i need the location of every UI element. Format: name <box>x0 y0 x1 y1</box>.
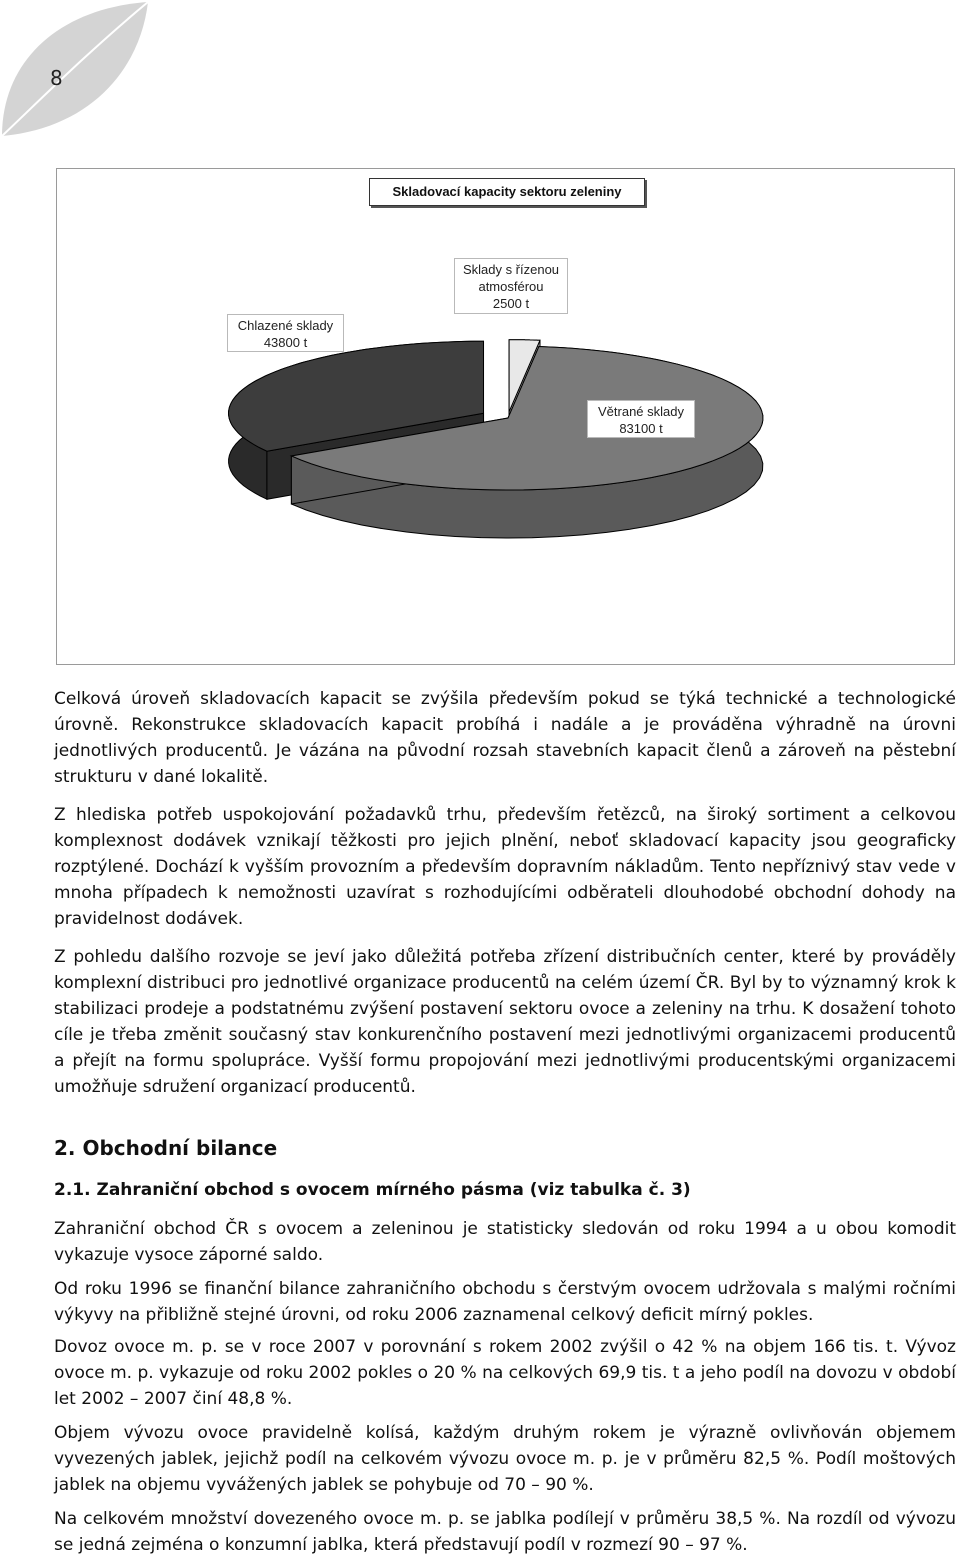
paragraph-text: Celková úroveň skladovacích kapacit se zvýšila především pokud se týká technické a technologické úrovně. Rekonstrukce skladovacích kapacit probíhá i nadále a je prováděna výhradně na úrovni jednotlivých producentů. Je vázána na původní rozsah stavebních kapacit členů a zároveň na pěstební strukturu v dané lokalitě. <box>54 689 956 787</box>
paragraph-text: Od roku 1996 se finanční bilance zahraničního obchodu s čerstvým ovocem udržovala s malými ročními výkyvy na přibližně stejné úrovni, od roku 2006 zaznamenal celkový deficit mírný pokles. <box>54 1279 956 1325</box>
slice-label-rizena <box>454 258 568 314</box>
paragraph-text: Dovoz ovoce m. p. se v roce 2007 v porovnání s rokem 2002 zvýšil o 42 % na objem 166 tis. t. Vývoz ovoce m. p. vykazuje od roku 2002 pokles o 20 % na celkových 69,9 tis. t a jeho podíl na dovozu v období let 2002 – 2007 činí 48,8 %. <box>54 1337 956 1409</box>
paragraph-text: Objem vývozu ovoce pravidelně kolísá, každým druhým rokem je výrazně ovlivňován objemem vyvezených jablek, jejichž podíl na celkovém vývozu ovoce m. p. je v průměru 82,5 %. Podíl moštových jablek na objemu vyvážených jablek se pohybuje od 70 – 90 %. <box>54 1423 956 1495</box>
slice-label-value: 83100 t <box>619 421 663 436</box>
paragraph-2 <box>54 802 956 932</box>
paragraph-1 <box>54 686 956 790</box>
slice-label-value: 2500 t <box>492 296 530 311</box>
slice-label-name: Větrané sklady <box>598 404 684 419</box>
pie-chart <box>56 168 953 663</box>
paragraph-8 <box>54 1506 956 1558</box>
slice-label-vetrane <box>587 400 695 438</box>
paragraph-text: Na celkovém množství dovezeného ovoce m. p. se jablka podílejí v průměru 38,5 %. Na rozdíl od vývozu se jedná zejména o konzumní jablka, která představují podíl v rozmezí 90 – 97 %. <box>54 1509 956 1555</box>
paragraph-4 <box>54 1216 956 1268</box>
paragraph-text: Z hlediska potřeb uspokojování požadavků trhu, především řetězců, na široký sortiment a celkovou komplexnost dodávek vznikají těžkosti pro jejich plnění, neboť skladovací kapacity jsou geograficky rozptýlené. Dochází k vyšším provozním a především dopravním nákladům. Tento nepříznivý stav vede v mnoha případech k nemožnosti uzavírat s rozhodujícími odběrateli dlouhodobé obchodní dohody na pravidelnost dodávek. <box>54 805 956 929</box>
chart-title: Skladovací kapacity sektoru zeleniny <box>369 178 645 206</box>
paragraph-6 <box>54 1334 956 1412</box>
slice-label-name-line1: Sklady s řízenou <box>462 262 560 277</box>
paragraph-5 <box>54 1276 956 1328</box>
slice-label-chlazene <box>227 314 344 352</box>
slice-label-name: Chlazené sklady <box>237 318 334 333</box>
paragraph-text: Zahraniční obchod ČR s ovocem a zeleninou je statisticky sledován od roku 1994 a u obou komodit vykazuje vysoce záporné saldo. <box>54 1219 956 1265</box>
leaf-decoration <box>0 0 150 140</box>
paragraph-text: Z pohledu dalšího rozvoje se jeví jako důležitá potřeba zřízení distribučních center, které by prováděly komplexní distribuci pro jednotlivé organizace producentů na celém území ČR. Byl by to významný krok k stabilizaci prodeje a podstatnému zvýšení postavení sektoru ovoce a zeleniny na trhu. K dosažení tohoto cíle je třeba změnit současný stav konkurenčního postavení mezi jednotlivými organizacemi producentů a přejít na formu spolupráce. Vyšší formu propojování mezi jednotlivými producentskými organizacemi umožňuje sdružení organizací producentů. <box>54 947 956 1097</box>
subsection-heading: 2.1. Zahraniční obchod s ovocem mírného pásma (viz tabulka č. 3) <box>54 1180 691 1200</box>
page-number: 8 <box>50 66 63 90</box>
paragraph-3 <box>54 944 956 1100</box>
paragraph-7 <box>54 1420 956 1498</box>
slice-label-name-line2: atmosférou <box>478 279 544 294</box>
section-heading: 2. Obchodní bilance <box>54 1136 278 1160</box>
slice-label-value: 43800 t <box>263 335 308 350</box>
